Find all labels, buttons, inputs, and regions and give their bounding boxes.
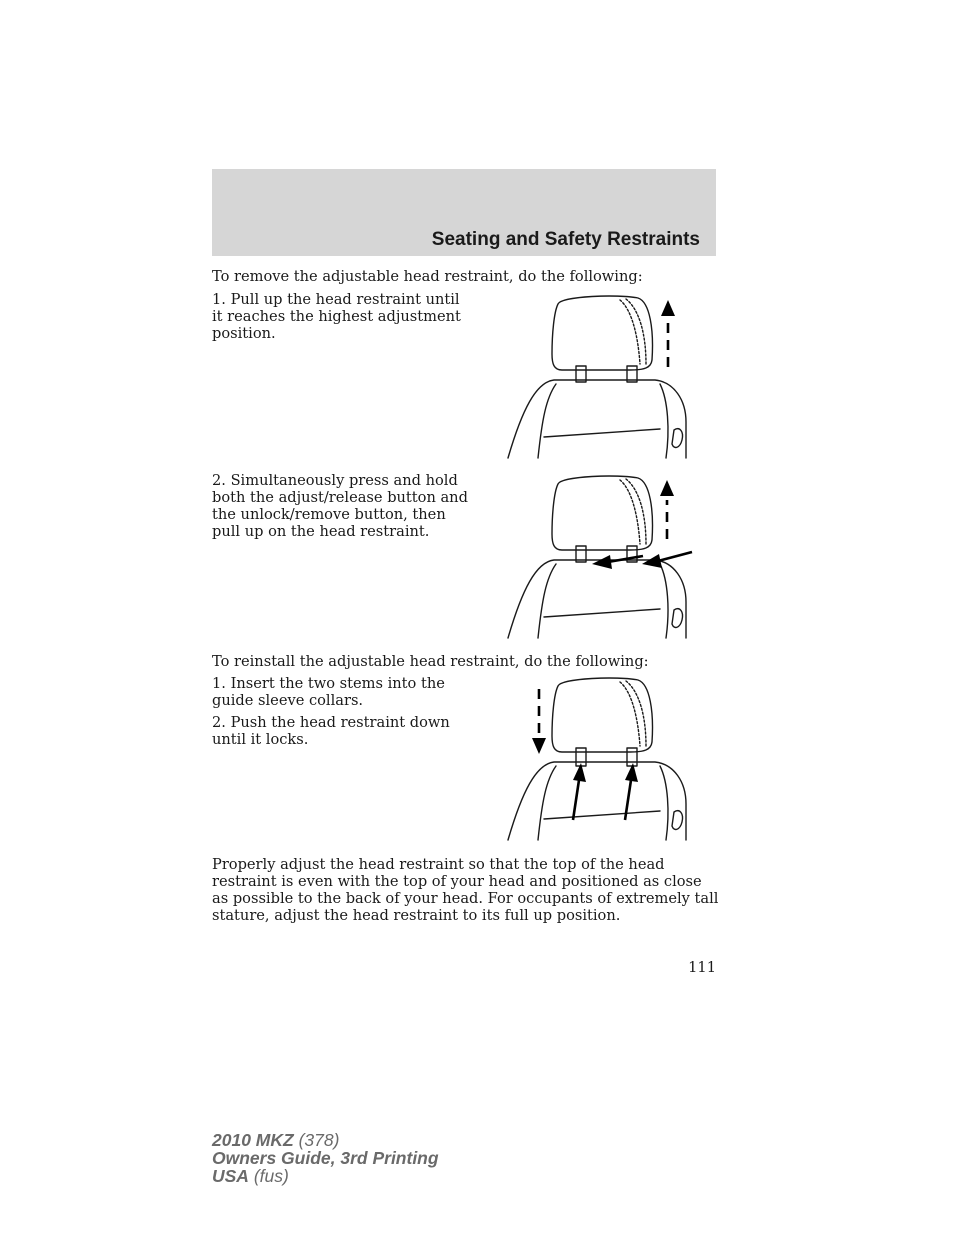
head-restraint-install-illustration bbox=[500, 674, 700, 846]
remove-intro: To remove the adjustable head restraint, do the following: bbox=[212, 268, 643, 285]
closing-paragraph: Properly adjust the head restraint so that the top of the head restraint is even with the top of your head and positioned as close as possible to the back of your head. For occupants of extremely tall stature, adjust the head restraint to its full up position. bbox=[212, 856, 719, 924]
footer-line-3: USA (fus) bbox=[212, 1166, 289, 1186]
remove-step-1: 1. Pull up the head restraint until it reaches the highest adjustment position. bbox=[212, 291, 461, 342]
section-header-band bbox=[212, 169, 716, 256]
head-restraint-buttons-illustration bbox=[500, 472, 700, 644]
reinstall-step-1: 1. Insert the two stems into the guide sleeve collars. bbox=[212, 675, 445, 709]
remove-step-2: 2. Simultaneously press and hold both the adjust/release button and the unlock/remove button, then pull up on the head restraint. bbox=[212, 472, 468, 540]
head-restraint-pull-up-illustration bbox=[500, 290, 700, 462]
section-title: Seating and Safety Restraints bbox=[431, 229, 700, 250]
document-footer bbox=[212, 1131, 439, 1185]
reinstall-intro: To reinstall the adjustable head restraint, do the following: bbox=[212, 653, 649, 670]
page-number: 111 bbox=[688, 959, 716, 976]
reinstall-step-2: 2. Push the head restraint down until it locks. bbox=[212, 714, 450, 748]
footer-line-1: 2010 MKZ (378) bbox=[212, 1130, 340, 1150]
footer-line-2: Owners Guide, 3rd Printing bbox=[212, 1148, 439, 1168]
